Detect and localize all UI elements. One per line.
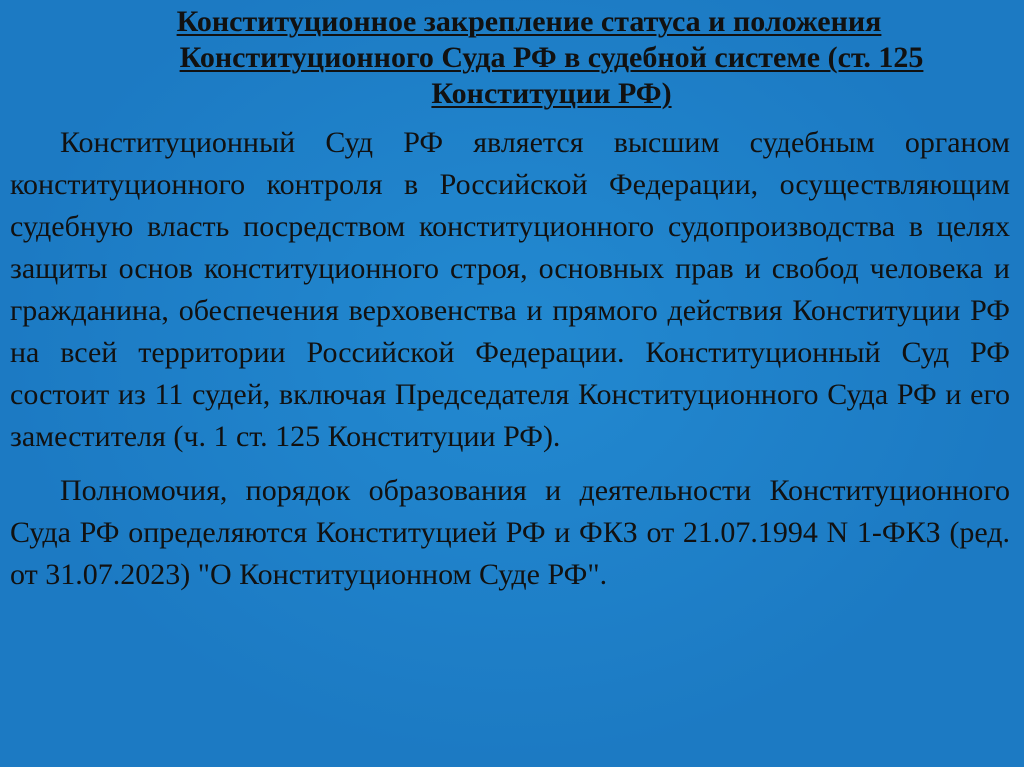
- slide-title: Конституционное закрепление статуса и положения Конституционного Суда РФ в судебной системе (ст. 125 Конституции РФ): [176, 5, 924, 110]
- paragraph-court-powers: Полномочия, порядок образования и деятельности Конституционного Суда РФ определяются Конституцией РФ и ФКЗ от 21.07.1994 N 1-ФКЗ (ред. от 31.07.2023) "О Конституционном Суде РФ".: [10, 474, 1010, 591]
- paragraph-court-status: Конституционный Суд РФ является высшим судебным органом конституционного контроля в Российской Федерации, осуществляющим судебную власть посредством конституционного судопроизводства в целях защиты основ конституционного строя, основных прав и свобод человека и гражданина, обеспечения верховенства и прямого действия Конституции РФ на всей территории Российской Федерации. Конституционный Суд РФ состоит из 11 судей, включая Председателя Конституционного Суда РФ и его заместителя (ч. 1 ст. 125 Конституции РФ).: [10, 126, 1010, 453]
- slide-body: [10, 122, 1010, 596]
